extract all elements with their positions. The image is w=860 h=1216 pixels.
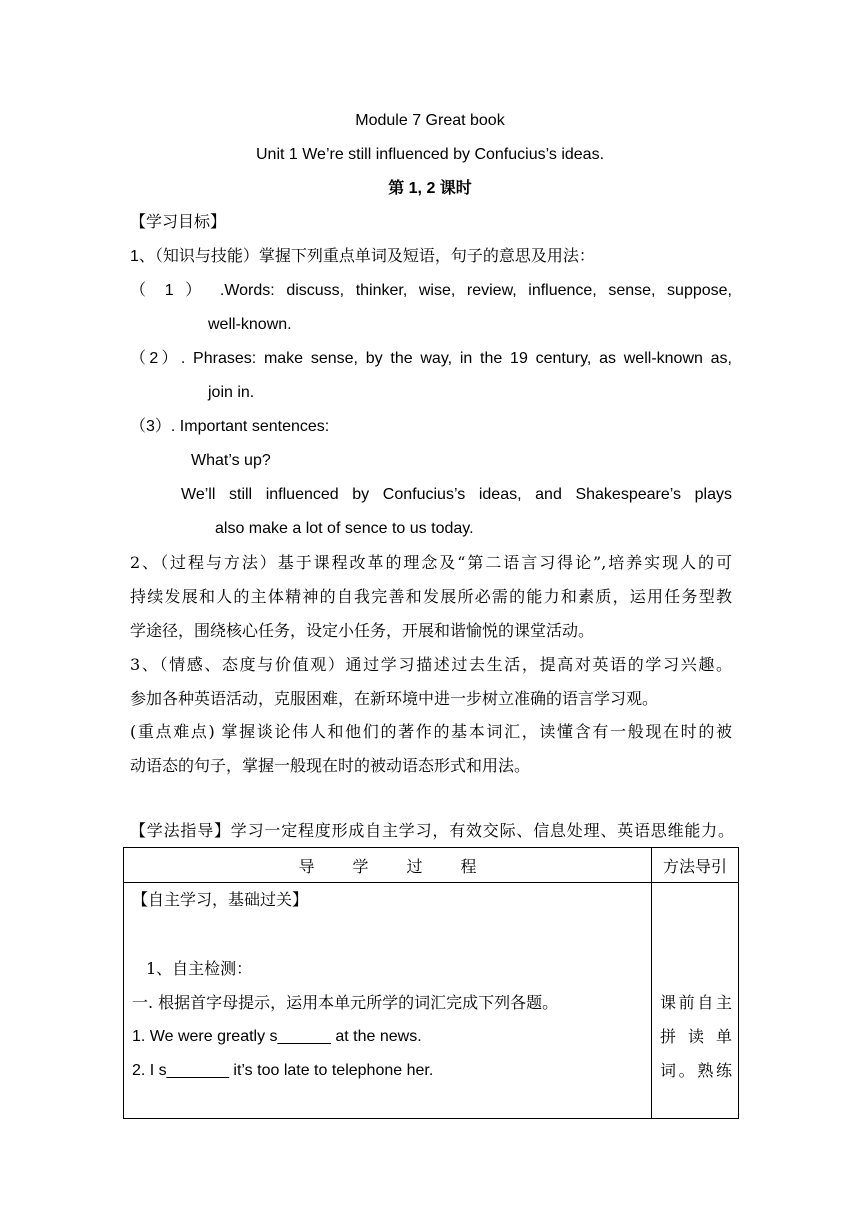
process-objective-line-3: 学途径，围绕核心任务，设定小任务，开展和谐愉悦的课堂活动。 xyxy=(130,621,595,640)
guide-table xyxy=(123,847,739,1119)
sentence-2-line-1: We’ll still influenced by Confucius’s ideas, and Shakespeare’s plays xyxy=(181,486,732,503)
section-title: 【自主学习，基础过关】 xyxy=(132,890,309,909)
lesson-label: 第 1, 2 课时 xyxy=(388,180,472,197)
sentence-2-line-2: also make a lot of sence to us today. xyxy=(215,520,474,537)
side-note-line-1: 课前自主 xyxy=(660,993,732,1012)
exercise-item-2: 2. I s_______ it’s too late to telephone her. xyxy=(132,1062,434,1079)
knowledge-objective: 1、（知识与技能）掌握下列重点单词及短语，句子的意思及用法： xyxy=(130,248,595,265)
process-column-header xyxy=(124,848,652,883)
method-guide: 【学法指导】学习一定程度形成自主学习，有效交际、信息处理、英语思维能力。 xyxy=(130,821,734,840)
words-line-1: （ 1 ） .Words: discuss, thinker, wise, review, influence, sense, suppose, xyxy=(130,282,732,299)
side-note-line-2: 拼读单 xyxy=(660,1027,732,1046)
emotion-objective-line-1: 3、（情感、态度与价值观）通过学习描述过去生活，提高对英语的学习兴趣。 xyxy=(130,655,732,674)
phrases-line-1: （2）. Phrases: make sense, by the way, in the 19 century, as well-known as, xyxy=(130,350,732,367)
method-column-label: 方法导引 xyxy=(662,856,727,876)
process-objective-line-1: 2、（过程与方法）基于课程改革的理念及“第二语言习得论”,培养实现人的可 xyxy=(130,553,732,572)
exercise-instruction: 一. 根据首字母提示，运用本单元所学的词汇完成下列各题。 xyxy=(132,993,559,1012)
table-body-row xyxy=(124,883,739,1119)
method-column-header xyxy=(652,848,739,883)
side-note-line-3: 词。熟练 xyxy=(660,1061,732,1080)
sentence-1: What’s up? xyxy=(191,452,271,469)
key-points-line-1: (重点难点) 掌握谈论伟人和他们的著作的基本词汇，读懂含有一般现在时的被 xyxy=(130,722,732,741)
process-column-label: 导学过程 xyxy=(298,856,515,876)
key-points-line-2: 动语态的句子，掌握一般现在时的被动语态形式和用法。 xyxy=(130,756,531,775)
exercise-item-1: 1. We were greatly s______ at the news. xyxy=(132,1028,422,1045)
emotion-objective-line-2: 参加各种英语活动，克服困难，在新环境中进一步树立准确的语言学习观。 xyxy=(130,689,659,708)
sentences-label: （3）. Important sentences: xyxy=(130,418,330,435)
unit-title: Unit 1 We’re still influenced by Confucius’s ideas. xyxy=(255,146,605,163)
table-header-row xyxy=(124,848,739,883)
objectives-heading: 【学习目标】 xyxy=(130,214,227,231)
module-title: Module 7 Great book xyxy=(355,112,505,129)
phrases-line-2: join in. xyxy=(208,384,255,401)
process-cell xyxy=(124,883,652,1119)
words-line-2: well-known. xyxy=(208,316,292,333)
method-cell xyxy=(652,883,739,1119)
self-check-label: 1、自主检测： xyxy=(146,959,253,978)
process-objective-line-2: 持续发展和人的主体精神的自我完善和发展所必需的能力和素质，运用任务型教 xyxy=(130,587,732,606)
